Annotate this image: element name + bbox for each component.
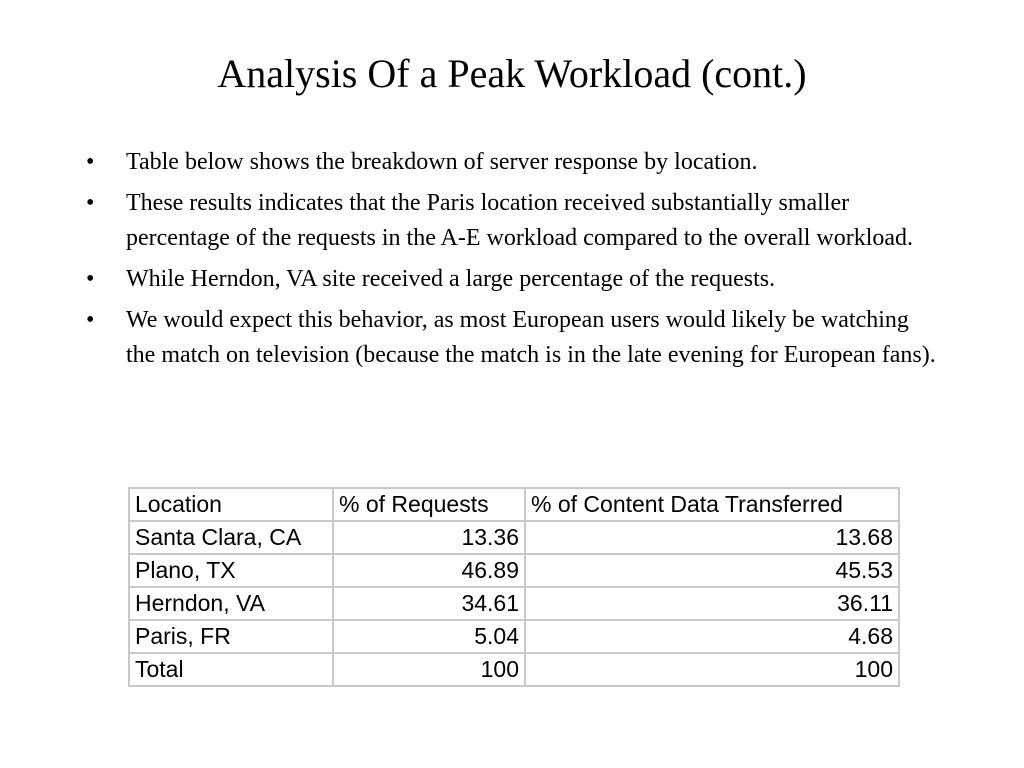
cell-requests: 13.36 xyxy=(333,521,525,554)
cell-location: Paris, FR xyxy=(129,620,333,653)
bullet-icon: • xyxy=(86,190,95,216)
bullet-icon: • xyxy=(86,307,95,333)
table-header-row xyxy=(129,488,899,521)
bullet-icon: • xyxy=(86,266,95,292)
bullet-item xyxy=(80,145,940,180)
cell-location: Santa Clara, CA xyxy=(129,521,333,554)
table-row-total xyxy=(129,653,899,686)
table-row xyxy=(129,521,899,554)
slide-title: Analysis Of a Peak Workload (cont.) xyxy=(217,51,807,96)
bullet-text: We would expect this behavior, as most European users would likely be watching the match on television (because the match is in the late evening for European fans). xyxy=(126,307,936,368)
cell-content-data: 100 xyxy=(525,653,899,686)
header-content-data: % of Content Data Transferred xyxy=(525,488,899,521)
bullet-text: These results indicates that the Paris location received substantially smaller percentage of the requests in the A-E workload compared to the overall workload. xyxy=(126,190,914,251)
bullet-item xyxy=(80,186,940,256)
bullet-text: Table below shows the breakdown of server response by location. xyxy=(126,149,758,175)
header-requests: % of Requests xyxy=(333,488,525,521)
cell-content-data: 45.53 xyxy=(525,554,899,587)
cell-content-data: 4.68 xyxy=(525,620,899,653)
location-table xyxy=(128,487,900,687)
cell-location: Plano, TX xyxy=(129,554,333,587)
table-row xyxy=(129,554,899,587)
header-location: Location xyxy=(129,488,333,521)
cell-location: Total xyxy=(129,653,333,686)
table-row xyxy=(129,620,899,653)
cell-requests: 34.61 xyxy=(333,587,525,620)
cell-requests: 46.89 xyxy=(333,554,525,587)
bullet-text: While Herndon, VA site received a large percentage of the requests. xyxy=(126,266,776,292)
cell-requests: 100 xyxy=(333,653,525,686)
cell-requests: 5.04 xyxy=(333,620,525,653)
cell-content-data: 13.68 xyxy=(525,521,899,554)
bullet-item xyxy=(80,303,940,373)
bullet-icon: • xyxy=(86,149,95,175)
bullet-list xyxy=(80,145,940,379)
cell-location: Herndon, VA xyxy=(129,587,333,620)
bullet-item xyxy=(80,262,940,297)
cell-content-data: 36.11 xyxy=(525,587,899,620)
table-row xyxy=(129,587,899,620)
